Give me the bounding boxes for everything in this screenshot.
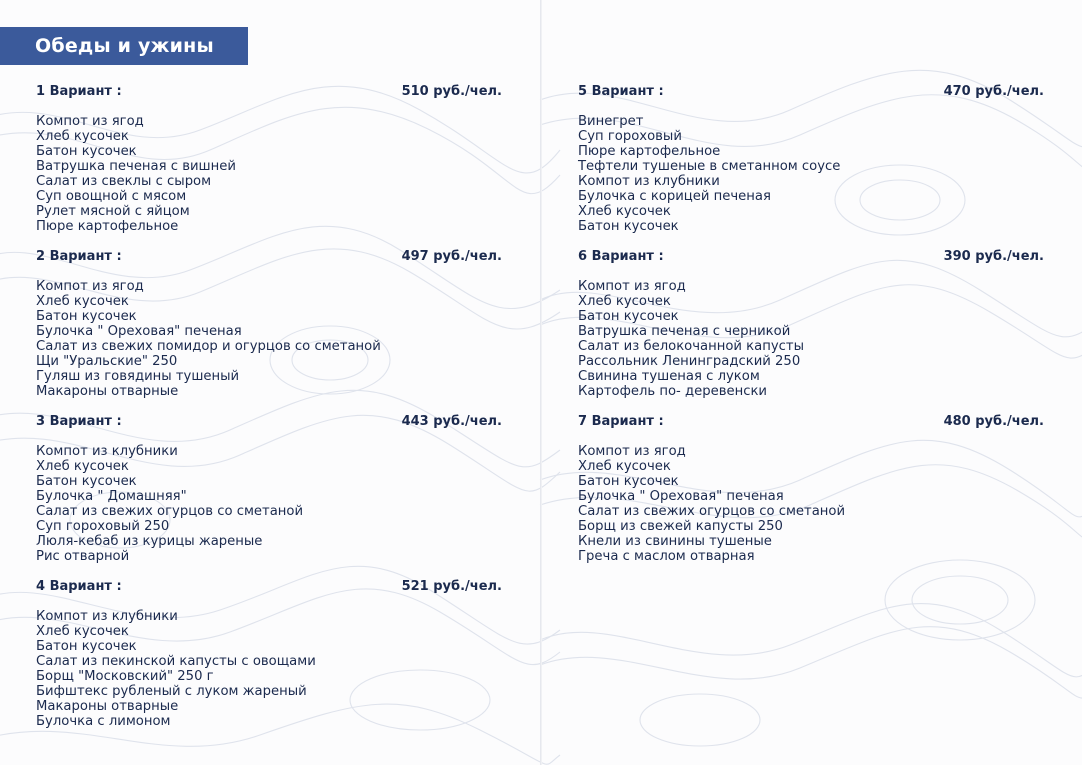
page-title: Обеды и ужины (35, 35, 214, 57)
dish-item: Гуляш из говядины тушеный (36, 369, 240, 384)
variant-header (36, 579, 502, 609)
dish-item: Суп гороховый 250 (36, 519, 170, 534)
variant-header (578, 249, 1044, 279)
dish-item: Хлеб кусочек (36, 129, 129, 144)
variant-price: 510 руб./чел. (401, 84, 502, 99)
dish-item: Люля-кебаб из курицы жареные (36, 534, 263, 549)
dish-list (36, 444, 502, 564)
dish-item: Салат из свеклы с сыром (36, 174, 212, 189)
dish-item: Пюре картофельное (36, 219, 179, 234)
dish-item: Картофель по- деревенски (578, 384, 767, 399)
variant-label: 1 Вариант : (36, 84, 122, 99)
variant-label: 6 Вариант : (578, 249, 664, 264)
variant-header (36, 84, 502, 114)
left-menu-column (36, 84, 502, 744)
dish-item: Хлеб кусочек (578, 204, 671, 219)
dish-item: Батон кусочек (36, 309, 137, 324)
dish-item: Макароны отварные (36, 699, 179, 714)
dish-item: Компот из клубники (36, 609, 178, 624)
dish-item: Компот из ягод (578, 444, 686, 459)
dish-list (578, 279, 1044, 399)
menu-variant-3 (36, 414, 502, 579)
menu-variant-2 (36, 249, 502, 414)
menu-variant-5 (578, 84, 1044, 249)
right-menu-column (578, 84, 1044, 579)
variant-price: 497 руб./чел. (401, 249, 502, 264)
dish-item: Булочка с лимоном (36, 714, 171, 729)
dish-item: Батон кусочек (36, 639, 137, 654)
dish-item: Салат из пекинской капусты с овощами (36, 654, 316, 669)
dish-item: Рассольник Ленинградский 250 (578, 354, 801, 369)
dish-item: Бифштекс рубленый с луком жареный (36, 684, 307, 699)
variant-label: 2 Вариант : (36, 249, 122, 264)
menu-variant-7 (578, 414, 1044, 579)
variant-label: 4 Вариант : (36, 579, 122, 594)
variant-price: 390 руб./чел. (943, 249, 1044, 264)
dish-item: Макароны отварные (36, 384, 179, 399)
page-fold-divider (540, 0, 542, 765)
dish-item: Батон кусочек (36, 144, 137, 159)
dish-item: Суп овощной с мясом (36, 189, 187, 204)
dish-item: Щи "Уральские" 250 (36, 354, 178, 369)
dish-item: Борщ из свежей капусты 250 (578, 519, 783, 534)
variant-price: 443 руб./чел. (401, 414, 502, 429)
dish-item: Свинина тушеная с луком (578, 369, 760, 384)
dish-item: Компот из ягод (578, 279, 686, 294)
dish-item: Ватрушка печеная с вишней (36, 159, 236, 174)
menu-variant-1 (36, 84, 502, 249)
dish-list (36, 279, 502, 399)
dish-item: Булочка " Ореховая" печеная (36, 324, 242, 339)
dish-item: Салат из свежих помидор и огурцов со сметаной (36, 339, 381, 354)
dish-list (578, 444, 1044, 564)
variant-header (578, 414, 1044, 444)
dish-item: Салат из белокочанной капусты (578, 339, 804, 354)
dish-item: Хлеб кусочек (578, 294, 671, 309)
menu-variant-4 (36, 579, 502, 744)
dish-item: Салат из свежих огурцов со сметаной (578, 504, 846, 519)
variant-header (36, 249, 502, 279)
dish-item: Хлеб кусочек (36, 294, 129, 309)
variant-label: 7 Вариант : (578, 414, 664, 429)
dish-item: Ватрушка печеная с черникой (578, 324, 791, 339)
dish-item: Батон кусочек (578, 309, 679, 324)
dish-item: Греча с маслом отварная (578, 549, 755, 564)
dish-item: Булочка с корицей печеная (578, 189, 771, 204)
variant-price: 470 руб./чел. (943, 84, 1044, 99)
dish-item: Булочка " Ореховая" печеная (578, 489, 784, 504)
dish-item: Суп гороховый (578, 129, 682, 144)
dish-item: Рулет мясной с яйцом (36, 204, 190, 219)
variant-price: 480 руб./чел. (943, 414, 1044, 429)
dish-item: Батон кусочек (578, 219, 679, 234)
dish-item: Батон кусочек (36, 474, 137, 489)
dish-item: Компот из ягод (36, 279, 144, 294)
section-title-banner (0, 27, 248, 65)
dish-list (578, 114, 1044, 234)
dish-item: Кнели из свинины тушеные (578, 534, 772, 549)
variant-header (36, 414, 502, 444)
dish-item: Хлеб кусочек (578, 459, 671, 474)
dish-list (36, 609, 502, 729)
menu-variant-6 (578, 249, 1044, 414)
variant-label: 3 Вариант : (36, 414, 122, 429)
variant-price: 521 руб./чел. (401, 579, 502, 594)
dish-item: Булочка " Домашняя" (36, 489, 187, 504)
dish-item: Рис отварной (36, 549, 130, 564)
dish-item: Компот из клубники (578, 174, 720, 189)
dish-item: Тефтели тушеные в сметанном соусе (578, 159, 841, 174)
dish-item: Пюре картофельное (578, 144, 721, 159)
dish-item: Салат из свежих огурцов со сметаной (36, 504, 304, 519)
variant-label: 5 Вариант : (578, 84, 664, 99)
dish-list (36, 114, 502, 234)
dish-item: Хлеб кусочек (36, 459, 129, 474)
dish-item: Винегрет (578, 114, 644, 129)
variant-header (578, 84, 1044, 114)
dish-item: Борщ "Московский" 250 г (36, 669, 214, 684)
dish-item: Компот из клубники (36, 444, 178, 459)
dish-item: Компот из ягод (36, 114, 144, 129)
dish-item: Хлеб кусочек (36, 624, 129, 639)
dish-item: Батон кусочек (578, 474, 679, 489)
